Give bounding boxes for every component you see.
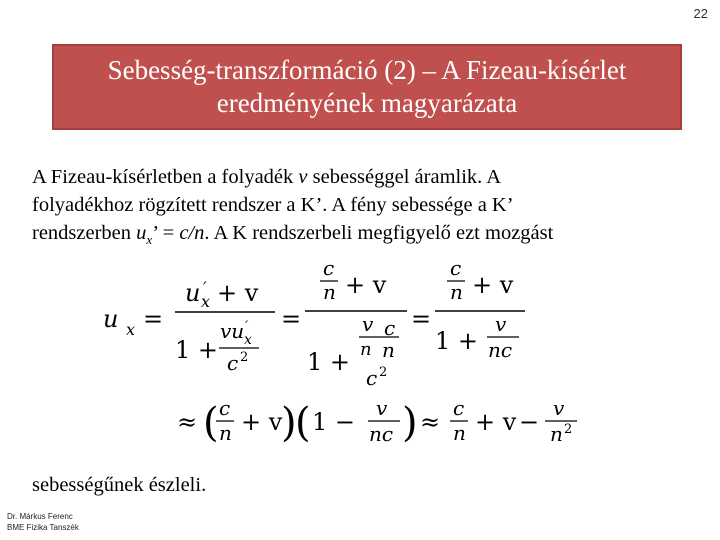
- r2-v-2: v: [553, 396, 565, 420]
- f1-den-c-exp: 2: [240, 350, 249, 365]
- velocity-variable: v: [298, 166, 308, 188]
- ux-sub: x: [126, 320, 136, 339]
- intro-paragraph: [32, 163, 672, 254]
- r2-n-2: n: [453, 421, 466, 445]
- paren-1-close: ): [281, 400, 297, 446]
- paragraph-line-3: rendszerben $u_x$’ = c/n. A K rendszerbeli megfigyelő ezt mozgást: [32, 222, 554, 248]
- f1-den-x: x: [244, 332, 252, 348]
- closing-text: sebességűnek észleli.: [32, 474, 207, 496]
- paragraph-line-1: A Fizeau-kísérletben a folyadék v sebességgel áramlik. A: [32, 166, 502, 188]
- title-line-2: eredményének magyarázata: [216, 88, 518, 118]
- paren-2-close: ): [402, 400, 418, 446]
- r2-plus-v-2: + v: [475, 408, 517, 436]
- r2-plus-v-1: + v: [241, 408, 283, 436]
- f1-num-u: u: [185, 279, 201, 307]
- page-number: 22: [693, 6, 708, 21]
- title-line-1: Sebesség-transzformáció (2) – A Fizeau-kísérlet: [107, 55, 627, 85]
- r2-v-1: v: [376, 396, 388, 420]
- footer-author: Dr. Márkus Ferenc: [7, 512, 73, 521]
- f3-den-v: v: [495, 312, 507, 336]
- f2-den-n: n: [360, 339, 372, 360]
- f2-den-v: v: [362, 312, 374, 336]
- f1-den-c: c: [227, 351, 239, 375]
- f1-num-x: x: [201, 292, 211, 311]
- ux-u: u: [103, 305, 119, 333]
- f3-den-one: 1 +: [435, 327, 479, 355]
- footer-department: BME Fizika Tanszék: [7, 523, 79, 532]
- eq-3: =: [411, 305, 432, 333]
- r2-n-exp: 2: [564, 422, 573, 437]
- footer: [7, 511, 79, 533]
- eq-2: =: [281, 305, 302, 333]
- f3-num-c: c: [450, 256, 462, 280]
- r2-one-minus: 1 −: [312, 408, 356, 436]
- paragraph-line-2: folyadékhoz rögzített rendszer a K’. A fény sebessége a K’: [32, 194, 514, 216]
- r2-c-2: c: [453, 396, 465, 420]
- approx-2: ≈: [420, 408, 441, 436]
- f1-den-prime: ′: [245, 319, 249, 335]
- f3-num-plus-v: + v: [472, 271, 514, 299]
- f2-den-one: 1 +: [307, 348, 351, 376]
- paren-1-open: (: [203, 400, 219, 446]
- f3-num-n: n: [450, 280, 463, 304]
- f2-num-plus-v: + v: [345, 271, 387, 299]
- f2-den-c2: c: [366, 366, 378, 390]
- approx-1: ≈: [177, 408, 198, 436]
- f2-den-n2: n: [382, 338, 395, 362]
- f2-den-c2-exp: 2: [379, 365, 388, 380]
- r2-n-3: n: [550, 422, 563, 446]
- eq-1: =: [143, 305, 164, 333]
- velocity-formula: [95, 255, 615, 460]
- slide-title: [52, 44, 682, 130]
- f1-num-prime: ′: [203, 278, 207, 297]
- f1-num-plus-v: + v: [217, 279, 259, 307]
- r2-c-1: c: [219, 396, 231, 420]
- f2-num-n: n: [323, 280, 336, 304]
- r2-nc: nc: [369, 422, 394, 446]
- r2-n-1: n: [219, 421, 232, 445]
- r2-minus: −: [519, 408, 540, 436]
- paren-2-open: (: [295, 400, 311, 446]
- f2-num-c: c: [323, 256, 335, 280]
- f3-den-nc: nc: [488, 338, 513, 362]
- f1-den-one: 1 +: [175, 336, 219, 364]
- f1-den-vu: vu: [220, 319, 245, 343]
- f2-den-c: c: [384, 316, 396, 340]
